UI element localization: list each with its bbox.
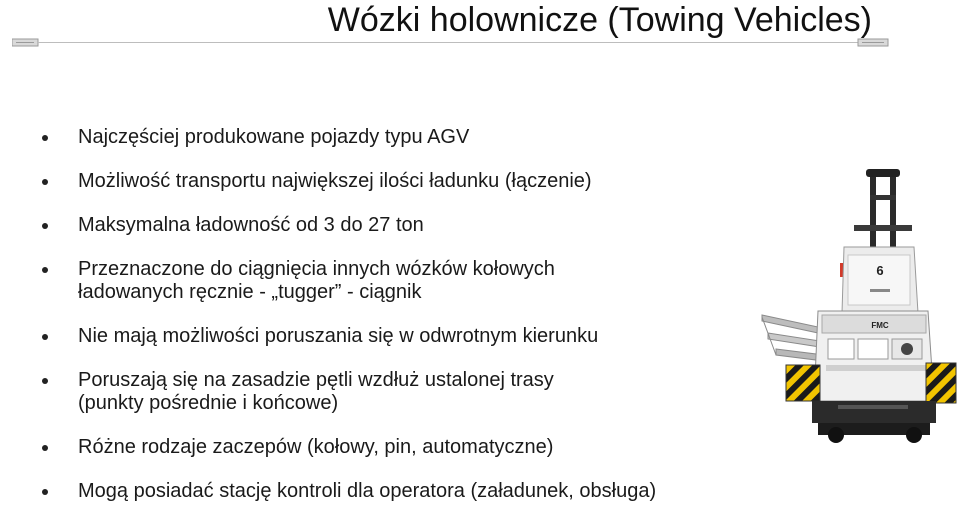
bullet-list [40, 126, 780, 521]
bullet-text: Mogą posiadać stację kontroli dla operatora (załadunek, obsługa) [78, 480, 657, 502]
bullet-dot-icon [42, 179, 48, 185]
bullet-item [40, 170, 780, 193]
vehicle-number-label: 6 [876, 263, 884, 278]
bullet-text-continued: ładowanych ręcznie - „tugger” - ciągnik [78, 281, 422, 303]
bullet-item [40, 325, 780, 348]
vehicle-brand-label: FMC [871, 321, 889, 330]
bullet-item [40, 126, 780, 149]
towing-vehicle-image [758, 165, 958, 450]
title-divider [12, 38, 892, 48]
bullet-dot-icon [42, 334, 48, 340]
bullet-item [40, 369, 780, 415]
bullet-dot-icon [42, 378, 48, 384]
bullet-item [40, 258, 780, 304]
bullet-text: Możliwość transportu największej ilości ładunku (łączenie) [78, 170, 592, 192]
bullet-dot-icon [42, 223, 48, 229]
bullet-dot-icon [42, 267, 48, 273]
bullet-text: Maksymalna ładowność od 3 do 27 ton [78, 214, 424, 236]
bullet-item [40, 480, 780, 503]
bullet-text: Przeznaczone do ciągnięcia innych wózków kołowych [78, 258, 555, 280]
bullet-item [40, 214, 780, 237]
bullet-item [40, 436, 780, 459]
slide-title: Wózki holownicze (Towing Vehicles) [327, 1, 872, 39]
bullet-dot-icon [42, 489, 48, 495]
bullet-text: Najczęściej produkowane pojazdy typu AGV [78, 126, 470, 148]
bullet-dot-icon [42, 135, 48, 141]
bullet-dot-icon [42, 445, 48, 451]
bullet-text-continued: (punkty pośrednie i końcowe) [78, 392, 339, 414]
bullet-text: Różne rodzaje zaczepów (kołowy, pin, automatyczne) [78, 436, 554, 458]
bullet-text: Poruszają się na zasadzie pętli wzdłuż ustalonej trasy [78, 369, 554, 391]
bullet-text: Nie mają możliwości poruszania się w odwrotnym kierunku [78, 325, 599, 347]
